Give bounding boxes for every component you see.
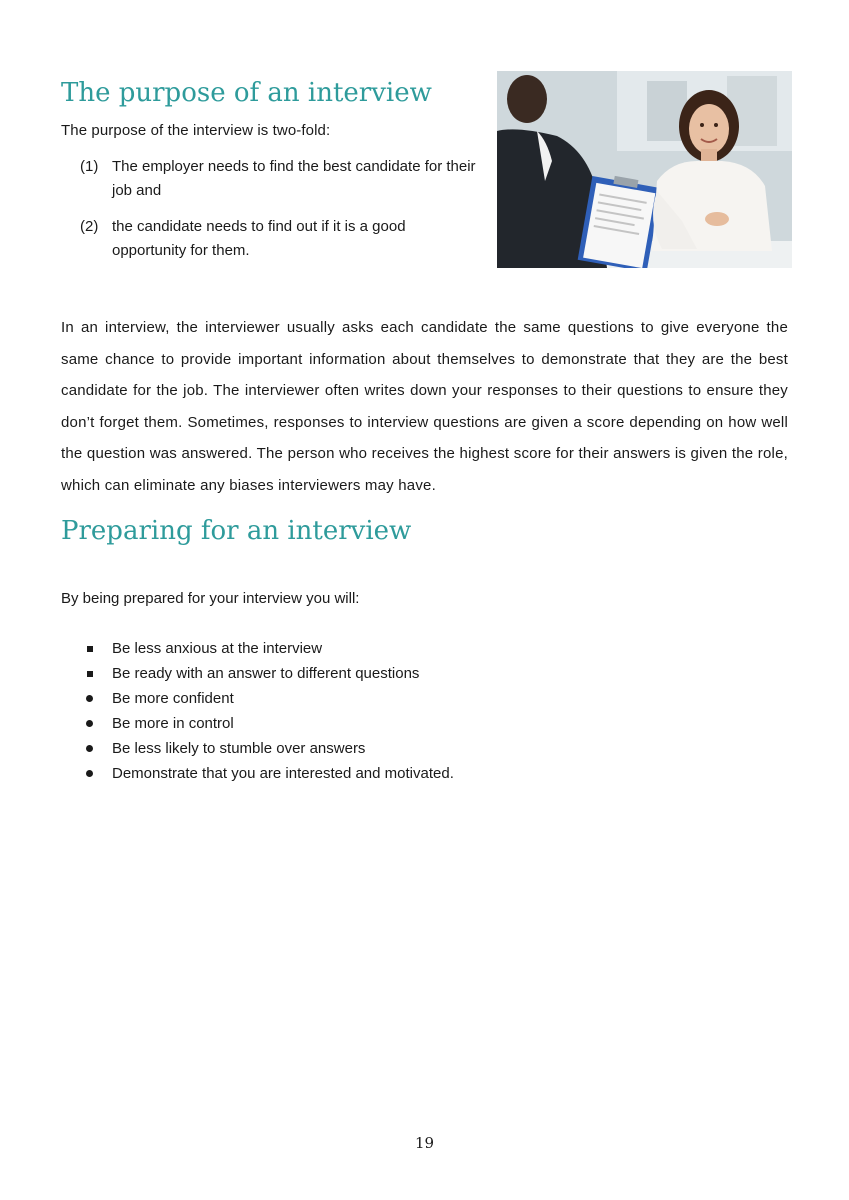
preparing-bullet-list [85,636,454,786]
bullet-text: Be more confident [112,690,234,707]
section-title-preparing: Preparing for an interview [61,516,412,546]
list-item [85,736,454,761]
preparing-lead: By being prepared for your interview you will: [61,590,360,607]
list-number: (1) [80,158,99,175]
bullet-text: Be less anxious at the interview [112,640,323,657]
purpose-intro: The purpose of the interview is two-fold: [61,122,331,139]
dot-bullet-icon [85,720,112,727]
list-item [85,686,454,711]
purpose-paragraph: In an interview, the interviewer usually asks each candidate the same questions to give everyone the same chance to provide important information about themselves to demonstrate that they are the best candidate for the job. The interviewer often writes down your responses to their questions to ensure they don’t forget them. Sometimes, responses to interview questions are given a score depending on how well the question was answered. The person who receives the highest score for their answers is given the role, which can eliminate any biases interviewers may have. [61,319,788,494]
bullet-text: Be less likely to stumble over answers [112,740,366,757]
bullet-text: Be more in control [112,715,234,732]
list-number: (2) [80,218,99,235]
interview-photo [497,71,792,268]
list-item [80,155,480,203]
interview-photo-illustration [497,71,792,268]
list-text: the candidate needs to find out if it is a good opportunity for them. [112,218,406,259]
dot-bullet-icon [85,695,112,702]
section-title-purpose: The purpose of an interview [61,78,432,108]
list-item [85,761,454,786]
list-item [85,711,454,736]
dot-bullet-icon [85,770,112,777]
list-item [80,215,480,263]
list-item [85,661,454,686]
purpose-numbered-list [80,155,480,275]
page-number: 19 [414,1134,435,1152]
list-text: The employer needs to find the best candidate for their job and [112,158,476,199]
list-item [85,636,454,661]
bullet-text: Be ready with an answer to different questions [112,665,420,682]
square-bullet-icon [85,671,112,677]
dot-bullet-icon [85,745,112,752]
square-bullet-icon [85,646,112,652]
bullet-text: Demonstrate that you are interested and motivated. [112,765,454,782]
